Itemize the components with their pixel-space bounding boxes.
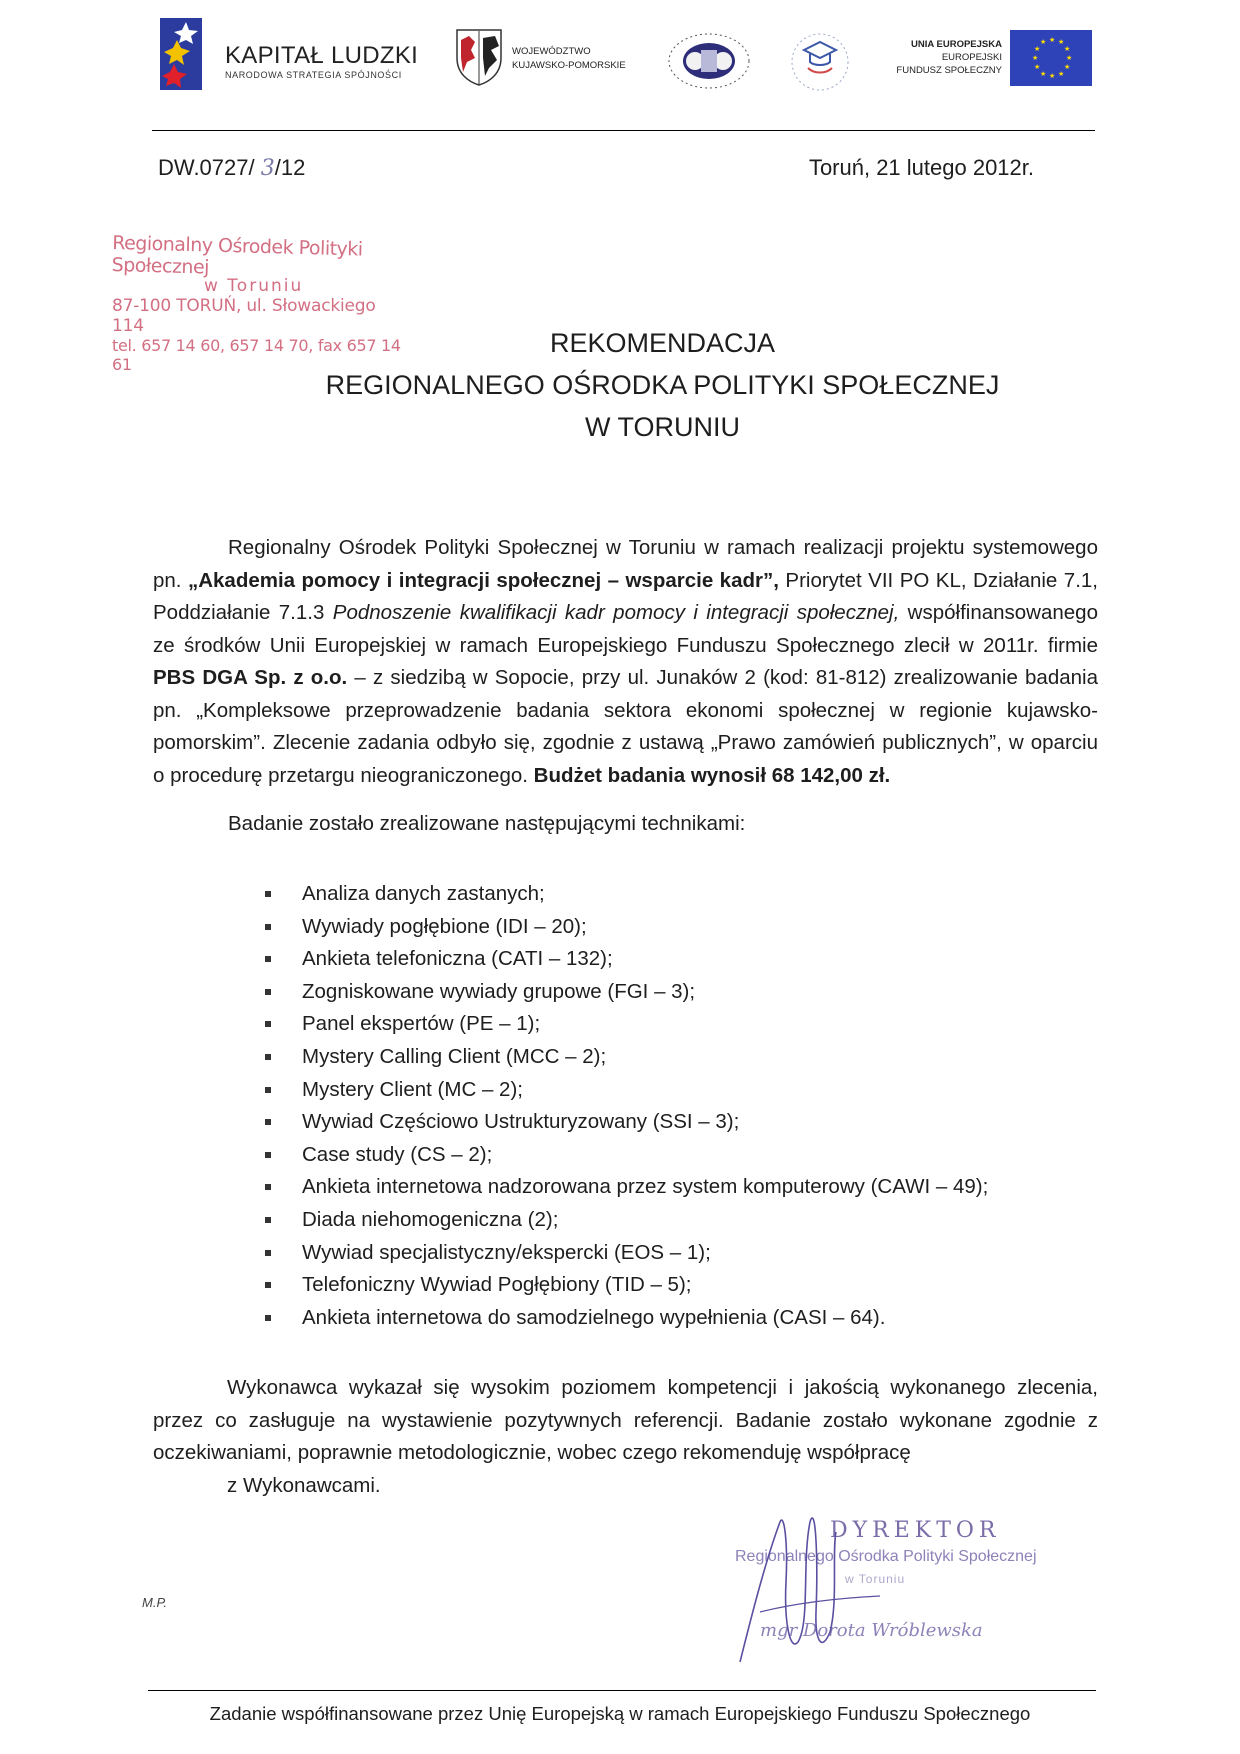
svg-text:★: ★ bbox=[1064, 63, 1071, 71]
eu-line-1: UNIA EUROPEJSKA bbox=[911, 39, 1002, 50]
technique-item: Panel ekspertów (PE – 1); bbox=[262, 1008, 988, 1041]
technique-item: Ankieta telefoniczna (CATI – 132); bbox=[262, 943, 988, 976]
stamp-line-4: tel. 657 14 60, 657 14 70, fax 657 14 61 bbox=[112, 336, 401, 374]
svg-text:★: ★ bbox=[1049, 36, 1056, 44]
contractor-name: PBS DGA Sp. z o.o. bbox=[153, 666, 348, 689]
conclusion-paragraph bbox=[153, 1372, 1098, 1502]
techniques-list bbox=[262, 878, 988, 1334]
voivodeship-crest-icon bbox=[455, 28, 503, 86]
signature-title: DYREKTOR bbox=[830, 1518, 1001, 1543]
mp-label: M.P. bbox=[142, 1595, 168, 1610]
voivodeship-line-1: WOJEWÓDZTWO bbox=[512, 46, 591, 57]
svg-text:★: ★ bbox=[1034, 45, 1041, 53]
techniques-intro: Badanie zostało zrealizowane następującymi technikami: bbox=[228, 812, 746, 835]
eu-flag-icon bbox=[1010, 30, 1092, 86]
technique-item: Wywiad specjalistyczny/ekspercki (EOS – 1); bbox=[262, 1237, 988, 1270]
intro-text-4: – z siedzibą w Sopocie, przy ul. Junaków 2 (kod: 81-812) zrealizowanie badania pn. „Kompleksowe przeprowadzenie badania sektora ekonomi społecznej w regionie kujawsko-pomorskim”. Zlecenie zadania odbyło się, zgodnie z ustawą „Prawo zamówień publicznych”, w oparciu o procedurę przetargu nieograniczonego. bbox=[153, 666, 1098, 787]
document-date: Toruń, 21 lutego 2012r. bbox=[808, 155, 1034, 180]
letterhead bbox=[0, 0, 1240, 130]
technique-item: Ankieta internetowa nadzorowana przez system komputerowy (CAWI – 49); bbox=[262, 1171, 988, 1204]
wsparcie-kadr-logo-icon bbox=[790, 28, 850, 96]
title-line-3: W TORUNIU bbox=[585, 412, 740, 442]
conclusion-last-line: z Wykonawcami. bbox=[227, 1473, 381, 1497]
svg-text:★: ★ bbox=[1058, 38, 1065, 46]
intro-text-1: Regionalny Ośrodek Polityki Społecznej w Toruniu w ramach realizacji projektu systemowego pn. bbox=[153, 536, 1098, 592]
rops-logo-icon bbox=[665, 30, 753, 92]
intro-paragraph bbox=[153, 532, 1098, 792]
signature-name: mgr Dorota Wróblewska bbox=[760, 1620, 983, 1641]
intro-text-3: współfinansowanego ze środków Unii Europejskiej w ramach Europejskiego Funduszu Społecznego zlecił w 2011r. firmie bbox=[153, 601, 1098, 657]
svg-text:★: ★ bbox=[1064, 45, 1071, 53]
title-line-2: REGIONALNEGO OŚRODKA POLITYKI SPOŁECZNEJ bbox=[325, 370, 1000, 400]
signature-institution: Regionalnego Ośrodka Polityki Społecznej bbox=[735, 1548, 1037, 1565]
technique-item: Diada niehomogeniczna (2); bbox=[262, 1204, 988, 1237]
reference-suffix: /12 bbox=[274, 155, 306, 180]
technique-item: Mystery Calling Client (MCC – 2); bbox=[262, 1041, 988, 1074]
technique-item: Telefoniczny Wywiad Pogłębiony (TID – 5); bbox=[262, 1269, 988, 1302]
eu-line-3: FUNDUSZ SPOŁECZNY bbox=[896, 65, 1002, 76]
budget-statement: Budżet badania wynosił 68 142,00 zł. bbox=[533, 763, 891, 787]
reference-handwritten-number: 3 bbox=[260, 156, 275, 181]
svg-text:★: ★ bbox=[1058, 70, 1065, 78]
stamp-line-2: w Toruniu bbox=[204, 276, 304, 296]
header-divider bbox=[152, 130, 1095, 131]
svg-text:★: ★ bbox=[1040, 70, 1047, 78]
svg-text:★: ★ bbox=[1049, 72, 1056, 80]
technique-item: Wywiady pogłębione (IDI – 20); bbox=[262, 911, 988, 944]
svg-text:★: ★ bbox=[1034, 63, 1041, 71]
technique-item: Ankieta internetowa do samodzielnego wypełnienia (CASI – 64). bbox=[262, 1302, 988, 1335]
handwritten-signature-icon bbox=[720, 1502, 920, 1667]
technique-item: Zogniskowane wywiady grupowe (FGI – 3); bbox=[262, 976, 988, 1009]
voivodeship-label bbox=[512, 45, 626, 73]
stamp-line-3: 87-100 TORUŃ, ul. Słowackiego 114 bbox=[112, 296, 376, 336]
conclusion-text: Wykonawca wykazał się wysokim poziomem kompetencji i jakością wykonanego zlecenia, przez co zasługuje na wystawienie pozytywnych referencji. Badanie zostało wykonane zgodnie z oczekiwaniami, poprawnie metodologicznie, wobec czego rekomenduję współpracę bbox=[153, 1376, 1098, 1464]
voivodeship-line-2: KUJAWSKO-POMORSKIE bbox=[512, 60, 626, 71]
project-name: „Akademia pomocy i integracji społecznej – wsparcie kadr”, bbox=[187, 568, 779, 592]
signature-city: w Toruniu bbox=[845, 1572, 906, 1586]
kapital-ludzki-title: KAPITAŁ LUDZKI bbox=[225, 42, 419, 69]
technique-item: Case study (CS – 2); bbox=[262, 1139, 988, 1172]
document-title bbox=[0, 322, 1240, 448]
document-reference bbox=[158, 155, 305, 181]
intro-text-2: Priorytet VII PO KL, Działanie 7.1, Poddziałanie 7.1.3 bbox=[153, 568, 1098, 624]
footer-divider bbox=[148, 1690, 1096, 1691]
svg-text:★: ★ bbox=[1032, 54, 1039, 62]
footer-note: Zadanie współfinansowane przez Unię Europejską w ramach Europejskiego Funduszu Społecznego bbox=[209, 1703, 1031, 1724]
subaction-name: Podnoszenie kwalifikacji kadr pomocy i integracji społecznej, bbox=[332, 601, 900, 624]
technique-item: Mystery Client (MC – 2); bbox=[262, 1074, 988, 1107]
title-line-1: REKOMENDACJA bbox=[549, 328, 776, 358]
svg-text:★: ★ bbox=[1040, 38, 1047, 46]
technique-item: Wywiad Częściowo Ustrukturyzowany (SSI – 3); bbox=[262, 1106, 988, 1139]
kapital-ludzki-subtitle: NARODOWA STRATEGIA SPÓJNOŚCI bbox=[225, 70, 402, 80]
svg-text:★: ★ bbox=[1066, 54, 1073, 62]
technique-item: Analiza danych zastanych; bbox=[262, 878, 988, 911]
eu-line-2: EUROPEJSKI bbox=[941, 52, 1002, 63]
eu-label bbox=[896, 38, 1002, 77]
stamp-line-1: Regionalny Ośrodek Polityki Społecznej bbox=[111, 232, 363, 279]
reference-prefix: DW.0727/ bbox=[158, 155, 261, 180]
kapital-ludzki-logo-icon bbox=[160, 18, 202, 90]
